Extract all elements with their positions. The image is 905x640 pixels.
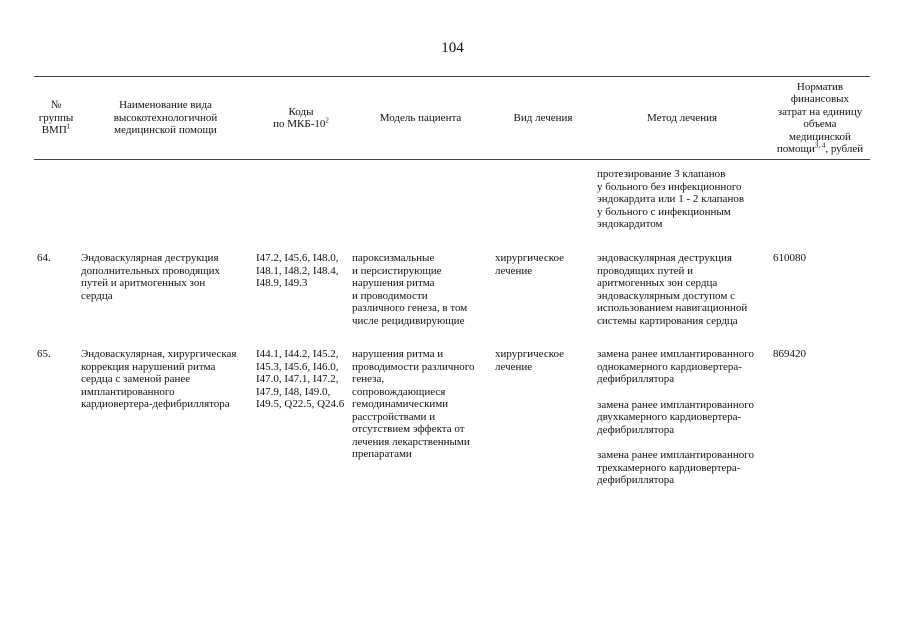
- method-item: замена ранее имплантированного однокамерного кардиовертера- дефибриллятора: [597, 348, 755, 385]
- cell-type: [492, 160, 594, 247]
- table-row: [34, 334, 870, 487]
- cell-codes: [253, 160, 349, 247]
- cell-codes: I44.1, I44.2, I45.2, I45.3, I45.6, I46.0, I47.0, I47.1, I47.2, I47.9, I48, I49.0, I49.5, Q22.5, Q24.6: [256, 348, 345, 410]
- cell-name: Эндоваскулярная, хирургическая коррекция нарушений ритма сердца с заменой ранее имплантированного кардиовертера-дефибриллятора: [81, 348, 237, 410]
- vmp-table: [34, 76, 870, 487]
- table-row: [34, 246, 870, 334]
- cell-type: хирургическое лечение: [495, 252, 565, 277]
- cell-model: пароксизмальные и персистирующие нарушения ритма и проводимости различного генеза, в том числе рецидивирующие: [352, 252, 468, 327]
- cell-codes: I47.2, I45.6, I48.0, I48.1, I48.2, I48.4, I48.9, I49.3: [256, 252, 339, 289]
- cell-group-no: 65.: [37, 348, 51, 360]
- cell-cost: 610080: [773, 252, 806, 264]
- header-method: Метод лечения: [594, 77, 770, 160]
- header-cost: Норматив финансовых затрат на единицу объема медицинской помощи$^{3, 4}$, рублей: [770, 77, 870, 160]
- cell-group-no: 64.: [37, 252, 51, 264]
- method-item: замена ранее имплантированного трехкамерного кардиовертера- дефибриллятора: [597, 449, 755, 486]
- cell-model: нарушения ритма и проводимости различного генеза, сопровождающиеся гемодинамическими расстройствами и отсутствием эффекта от лечения лекарственными препаратами: [352, 348, 475, 460]
- cell-method: [594, 334, 770, 487]
- header-group-no: № группы ВМП$^1$: [34, 77, 78, 160]
- cell-model: [349, 160, 492, 247]
- cell-name: [78, 160, 253, 247]
- header-codes: Коды по МКБ-$10^2$: [253, 77, 349, 160]
- method-item: замена ранее имплантированного двухкамерного кардиовертера- дефибриллятора: [597, 398, 755, 436]
- table-row-continuation: [34, 160, 870, 247]
- page-number: 104: [441, 40, 464, 56]
- cell-name: Эндоваскулярная деструкция дополнительных проводящих путей и аритмогенных зон сердца: [81, 252, 221, 302]
- table-header-row: [34, 77, 870, 160]
- cell-method: протезирование 3 клапанов у больного без инфекционного эндокардита или 1 - 2 клапанов у больного с инфекционным эндокардитом: [597, 168, 745, 230]
- header-type: Вид лечения: [492, 77, 594, 160]
- cell-type: хирургическое лечение: [495, 348, 565, 373]
- cell-cost: [770, 160, 870, 247]
- cell-group-no: [34, 160, 78, 247]
- header-name: Наименование вида высокотехнологичной медицинской помощи: [78, 77, 253, 160]
- cell-method: эндоваскулярная деструкция проводящих путей и аритмогенных зон сердца эндоваскулярным доступом с использованием навигационной системы картирования сердца: [597, 252, 748, 327]
- cell-cost: 869420: [773, 348, 806, 360]
- header-model: Модель пациента: [349, 77, 492, 160]
